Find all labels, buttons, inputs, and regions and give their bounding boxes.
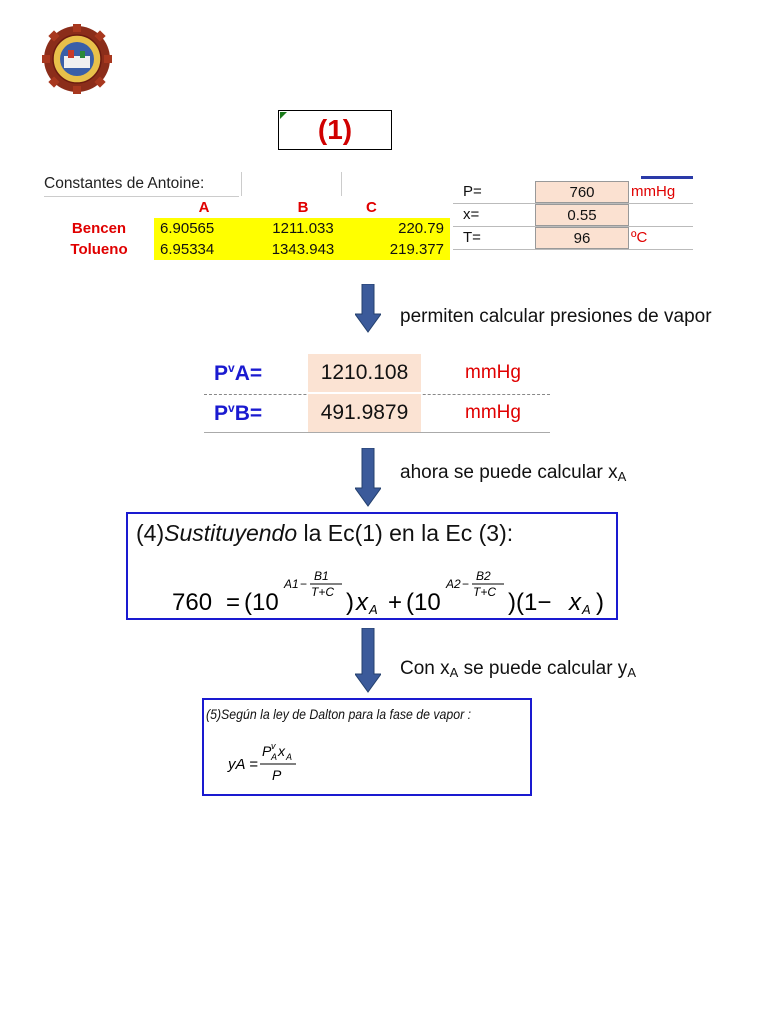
equation-5-formula bbox=[226, 734, 346, 794]
bottom-border bbox=[204, 432, 550, 433]
down-arrow-icon bbox=[355, 284, 381, 334]
note-calc-xa: ahora se puede calcular $x_A$ bbox=[400, 462, 627, 484]
svg-text:x: x bbox=[569, 589, 581, 616]
equation-4-formula bbox=[172, 570, 612, 618]
header-a: A bbox=[198, 199, 210, 216]
vapor-value-a: 1210.108 bbox=[308, 354, 421, 392]
antoine-header-row bbox=[44, 197, 450, 218]
condition-unit bbox=[629, 204, 631, 226]
equation-5-title: (5)Según la ley de Dalton para la fase de vapor : bbox=[206, 706, 472, 722]
svg-text:v: v bbox=[271, 741, 276, 751]
svg-text:P: P bbox=[262, 743, 272, 759]
svg-text:(10: (10 bbox=[406, 589, 441, 616]
equation-4-title: (4)Sustituyendo la Ec(1) en la Ec (3): bbox=[136, 520, 514, 546]
down-arrow-icon bbox=[355, 448, 381, 508]
vapor-row-b bbox=[204, 394, 550, 432]
row-name: Bencen bbox=[71, 220, 127, 237]
svg-text:x: x bbox=[278, 743, 285, 759]
cell-c: 219.377 bbox=[352, 239, 450, 260]
antoine-row-tolueno bbox=[44, 239, 450, 260]
svg-text:x: x bbox=[356, 589, 368, 616]
cell-c: 220.79 bbox=[352, 218, 450, 239]
cell-a: 6.95334 bbox=[154, 239, 254, 260]
svg-text:A: A bbox=[271, 752, 278, 762]
condition-row-x bbox=[453, 204, 693, 227]
hyperlink-underline bbox=[641, 176, 693, 179]
vapor-row-a bbox=[204, 354, 550, 392]
cell-a: 6.90565 bbox=[154, 218, 254, 239]
vapor-label-b: $P^vB=$ bbox=[214, 400, 263, 425]
condition-row-t bbox=[453, 227, 693, 250]
svg-text:−: − bbox=[300, 577, 308, 591]
antoine-caption: Constantes de Antoine: bbox=[44, 172, 239, 197]
svg-text:(1−: (1− bbox=[516, 589, 552, 616]
svg-text:A1: A1 bbox=[284, 577, 299, 591]
svg-text:B2: B2 bbox=[476, 570, 491, 583]
vapor-label-a: $P^vA=$ bbox=[214, 360, 263, 385]
equation-number: (1) bbox=[317, 114, 353, 145]
cell-b: 1211.033 bbox=[254, 218, 352, 239]
condition-unit: mmHg bbox=[631, 183, 676, 200]
svg-text:−: − bbox=[462, 577, 470, 591]
down-arrow-icon bbox=[355, 628, 381, 694]
note-calc-ya: Con $x_A$ se puede calcular $y_A$ bbox=[400, 658, 636, 680]
conditions-table bbox=[453, 176, 693, 250]
equation-4-box bbox=[126, 512, 618, 620]
condition-label: T= bbox=[463, 229, 481, 246]
antoine-row-bencen bbox=[44, 218, 450, 239]
condition-value: 760 bbox=[535, 181, 629, 203]
condition-unit: ºC bbox=[631, 229, 648, 246]
svg-text:(10: (10 bbox=[244, 589, 279, 616]
svg-text:A2: A2 bbox=[446, 577, 461, 591]
svg-text:T+C: T+C bbox=[311, 585, 335, 599]
svg-text:A: A bbox=[582, 602, 591, 617]
svg-text:A: A bbox=[286, 752, 293, 762]
svg-text:): ) bbox=[346, 589, 354, 616]
vapor-value-b: 491.9879 bbox=[308, 394, 421, 432]
equation-1-label bbox=[278, 110, 392, 150]
svg-text:+: + bbox=[388, 589, 403, 616]
cell-b: 1343.943 bbox=[254, 239, 352, 260]
grid-line bbox=[241, 172, 242, 196]
svg-text:B1: B1 bbox=[314, 570, 329, 583]
svg-text:T+C: T+C bbox=[473, 585, 497, 599]
equation-5-box bbox=[202, 698, 532, 796]
grid-line bbox=[341, 172, 342, 196]
university-logo bbox=[42, 24, 112, 94]
condition-value: 0.55 bbox=[535, 204, 629, 226]
vapor-unit-b: mmHg bbox=[465, 402, 521, 423]
condition-row-p bbox=[453, 181, 693, 204]
condition-label: x= bbox=[463, 206, 480, 223]
row-name: Tolueno bbox=[70, 241, 128, 258]
header-b: B bbox=[297, 199, 309, 216]
svg-text:A: A bbox=[369, 602, 378, 617]
condition-value: 96 bbox=[535, 227, 629, 249]
note-vapor-pressures: permiten calcular presiones de vapor bbox=[400, 306, 712, 327]
cell-corner-marker bbox=[280, 112, 287, 119]
svg-text:): ) bbox=[596, 589, 604, 616]
condition-label: P= bbox=[463, 183, 482, 200]
vapor-pressure-table bbox=[204, 354, 550, 432]
svg-text:=: = bbox=[226, 589, 241, 616]
svg-text:): ) bbox=[508, 589, 516, 616]
svg-text:760: 760 bbox=[172, 589, 213, 616]
vapor-unit-a: mmHg bbox=[465, 362, 521, 383]
antoine-constants-table bbox=[44, 172, 450, 260]
header-c: C bbox=[366, 199, 377, 216]
svg-text:yA =: yA = bbox=[228, 756, 258, 773]
svg-text:P: P bbox=[272, 767, 282, 783]
